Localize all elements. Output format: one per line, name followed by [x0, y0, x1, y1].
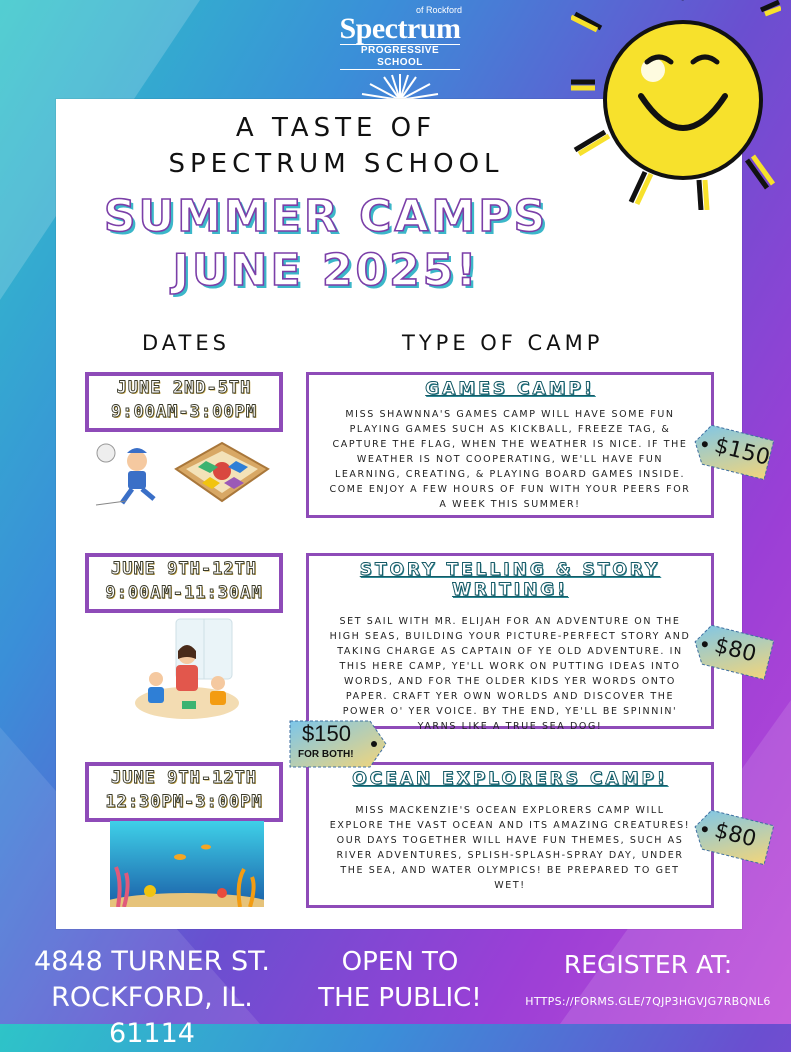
address-line2: ROCKFORD, IL. 61114	[51, 982, 253, 1049]
date-box-games	[85, 372, 283, 432]
date-box-story	[85, 553, 283, 613]
time-range: 9:00AM-3:00PM	[110, 402, 258, 422]
address-line1: 4848 TURNER ST.	[34, 946, 270, 977]
price-value: $80	[711, 818, 759, 853]
time-range: 12:30PM-3:00PM	[105, 792, 263, 812]
camp-description: SET SAIL WITH MR. ELIJAH FOR AN ADVENTURE ON THE HIGH SEAS, BUILDING YOUR PICTURE-PERFECT STORY AND TAKING CHARGE AS CAPTAIN OF YE OLD ADVENTURE. IN THIS HERE CAMP, YE'LL WORK ON PUTTING IDEAS INTO WORDS, AND FOR THE OLDER KIDS YER WORDS ONTO PAPER. CRAFT YER OWN WORLDS AND DISCOVER THE POWER O' YER VOICE. BY THE END, YE'LL BE SPINNIN' YARNS LIKE A TRUE SEA DOG!	[329, 616, 691, 732]
logo-top-text: of Rockford	[415, 5, 462, 15]
camp-description: MISS SHAWNNA'S GAMES CAMP WILL HAVE SOME FUN PLAYING GAMES SUCH AS KICKBALL, FREEZE TAG, & CAPTURE THE FLAG, WHEN THE WEATHER IS NICE. IF THE WEATHER IS NOT COOPERATING, WE'LL HAVE FUN LEARNING, CREATING, & PLAYING BOARD GAMES INSIDE. COME ENJOY A FEW HOURS OF FUN WITH YOUR PEERS FOR A WEEK THIS SUMMER!	[329, 409, 691, 510]
time-range: 9:00AM-11:30AM	[105, 583, 263, 603]
camp-box-story	[306, 553, 714, 732]
camp-box-ocean	[306, 762, 714, 908]
camp-box-games	[306, 372, 714, 518]
footer-address	[14, 944, 290, 1052]
logo-subtitle: PROGRESSIVE SCHOOL	[340, 44, 460, 70]
footer-register	[508, 950, 788, 1008]
heading-line1: A TASTE OF	[235, 113, 437, 143]
camp-title: OCEAN EXPLORERS CAMP!	[352, 769, 668, 789]
camp-title: STORY TELLING & STORY WRITING!	[359, 560, 661, 600]
heading-summer-camps: SUMMER CAMPS	[103, 191, 549, 242]
ocean-illustration	[110, 821, 264, 907]
price-tag-both	[288, 719, 388, 769]
date-range: JUNE 2ND-5TH	[116, 378, 252, 398]
logo-burst-icon	[340, 72, 460, 102]
both-price: $150	[302, 721, 351, 746]
footer-open	[318, 944, 482, 1016]
board-game-illustration	[172, 439, 272, 507]
register-label: REGISTER AT:	[563, 950, 733, 979]
price-value: $80	[711, 633, 759, 668]
heading-line2: SPECTRUM SCHOOL	[168, 149, 504, 179]
camp-description: MISS MACKENZIE'S OCEAN EXPLORERS CAMP WILL EXPLORE THE VAST OCEAN AND ITS AMAZING CREATURES! OUR DAYS TOGETHER WILL HAVE FUN THEMES, SUCH AS RIVER ADVENTURES, SPLISH-SPLASH-SPRAY DAY, UNDER THE SEA, AND WATER OLYMPICS! BE PREPARED TO GET WET!	[329, 805, 691, 891]
column-dates: DATES	[142, 331, 230, 355]
column-type: TYPE OF CAMP	[402, 331, 604, 355]
open-line2: THE PUBLIC!	[318, 983, 482, 1013]
logo-name: Spectrum	[339, 12, 461, 45]
sun-icon	[571, 0, 781, 210]
open-line1: OPEN TO	[341, 947, 459, 977]
both-label: FOR BOTH!	[298, 749, 354, 760]
heading-date: JUNE 2025!	[172, 245, 480, 296]
date-range: JUNE 9TH-12TH	[110, 768, 258, 788]
price-value: $150	[711, 433, 773, 471]
date-box-ocean	[85, 762, 283, 822]
storytelling-illustration	[132, 617, 242, 721]
date-range: JUNE 9TH-12TH	[110, 559, 258, 579]
flyer-card	[56, 99, 773, 929]
camp-title: GAMES CAMP!	[425, 379, 595, 399]
register-url[interactable]: HTTPS://FORMS.GLE/7QJP3HGVJG7RBQNL6	[525, 995, 771, 1008]
school-logo[interactable]	[320, 6, 480, 92]
kickball-kid-illustration	[92, 439, 172, 509]
